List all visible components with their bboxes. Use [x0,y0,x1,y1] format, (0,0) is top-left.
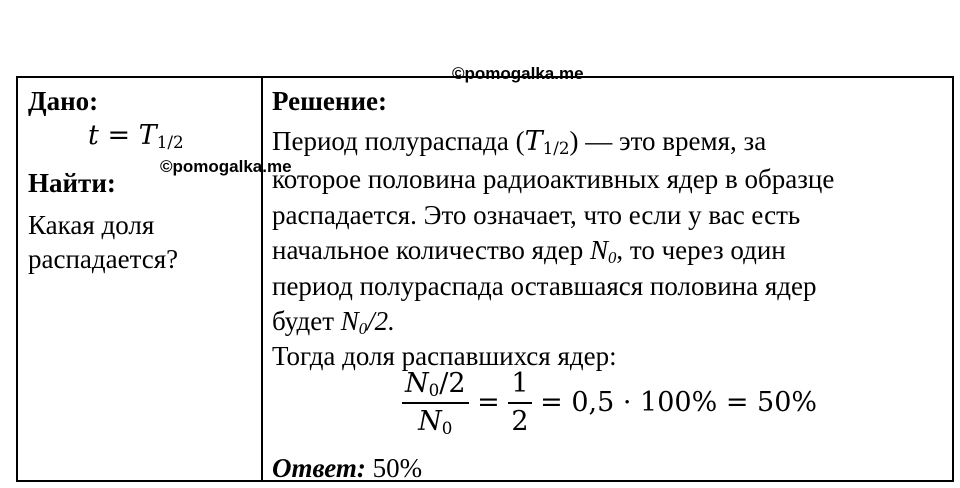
fraction-one-half: $\frac{1}{2}$ [508,370,531,437]
answer-label: Ответ: [272,453,366,483]
solution-line-1 [272,126,767,159]
line1-part-b: ) — это время, за [569,126,767,156]
given-heading: Дано: [28,86,99,116]
find-question-line1: Какая доля [28,210,155,240]
line1-part-a: Период полураспада ( [272,126,525,156]
line6-N: N [340,306,359,336]
line4-part-a: начальное количество ядер [272,235,590,265]
answer-value: 50% [365,453,423,483]
line4-N: N [590,235,609,265]
given-eq: = [107,120,131,151]
solution-line-3: распадается. Это означает, что если у вас есть [272,200,801,230]
line6-part-a: будет [272,306,341,336]
solution-line-6 [272,306,395,339]
given-T: T [138,120,157,151]
fraction-n0-over-2-n0: $\frac{N_0/2}{N_0}$ [402,370,469,437]
watermark-middle: ©pomogalka.me [160,157,292,176]
line6-N-sub: 0 [358,319,368,339]
line1-T-sub: 1/2 [542,138,570,159]
solution-heading: Решение: [272,86,387,116]
answer-line [272,455,422,482]
line6-part-b: /2. [367,306,395,336]
given-var: t [88,120,99,151]
column-divider [261,78,263,480]
fraction-equation [402,370,817,437]
watermark-top: ©pomogalka.me [452,64,584,83]
solution-line-2: которое половина радиоактивных ядер в образце [272,164,835,194]
line4-N-sub: 0 [608,248,617,268]
equation-eq1: = [477,387,500,419]
given-T-sub: 1/2 [156,132,184,153]
given-formula [88,120,184,153]
solution-line-5: период полураспада оставшаяся половина ядер [272,271,817,301]
find-heading: Найти: [28,168,116,198]
find-question-line2: распадается? [28,244,179,274]
solution-table [16,76,954,482]
equation-rest: = 0,5 · 100% = 50% [540,387,818,419]
line1-T: T [524,126,543,157]
solution-line-4 [272,235,786,268]
solution-line-7: Тогда доля распавшихся ядер: [272,341,617,371]
line4-part-b: , то через один [616,235,786,265]
